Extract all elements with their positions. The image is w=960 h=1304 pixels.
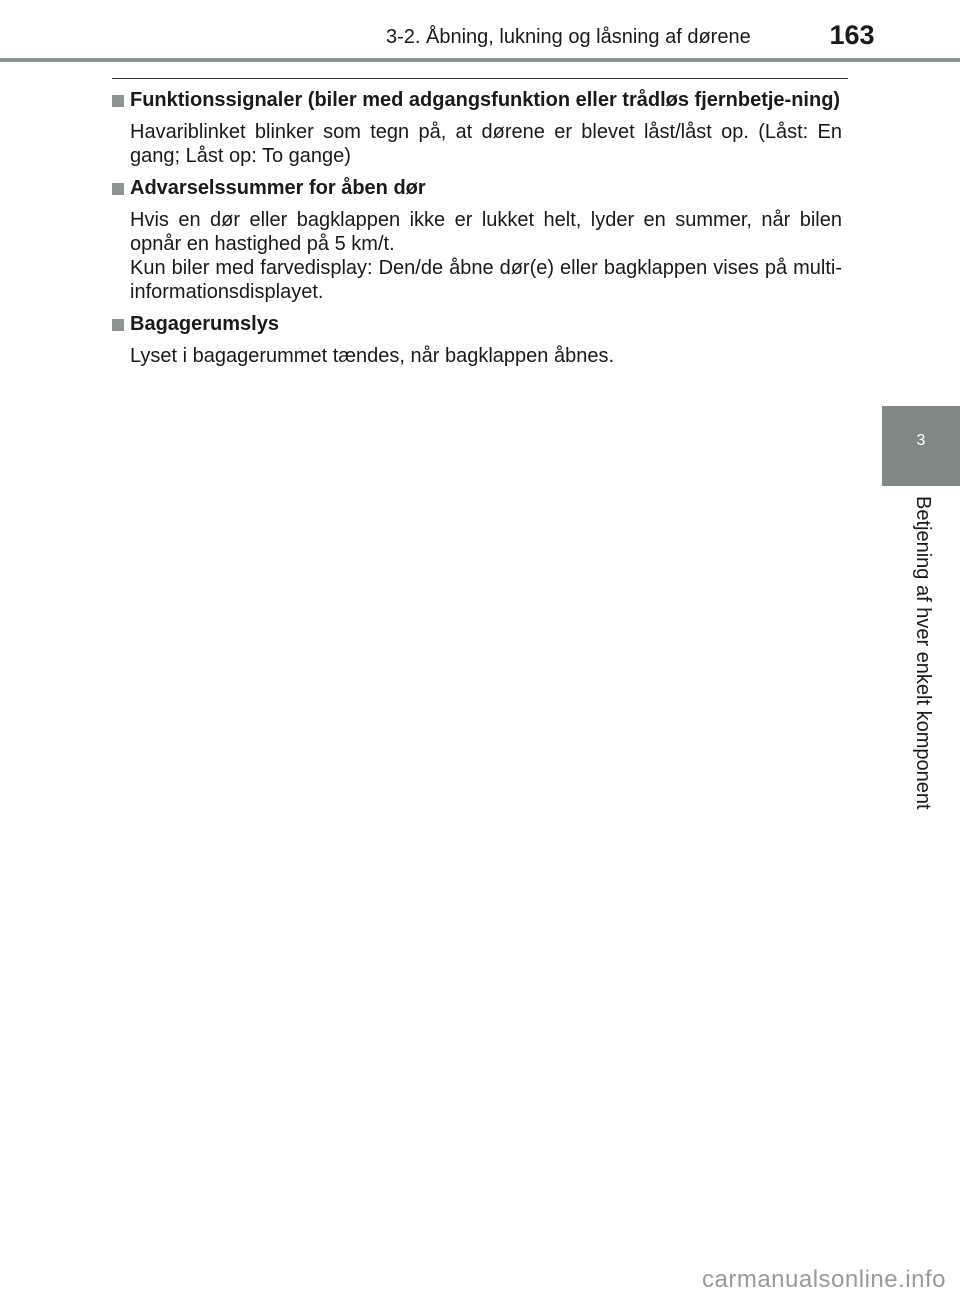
chapter-number: 3	[916, 432, 926, 449]
section-heading	[112, 88, 842, 113]
square-bullet-icon	[112, 319, 124, 331]
chapter-tab	[882, 406, 960, 486]
running-header-title: 3-2. Åbning, lukning og låsning af dørene	[386, 26, 751, 48]
section-body	[130, 208, 842, 304]
paragraph: Kun biler med farvedisplay: Den/de åbne dør(e) eller bagklappen vises på multi-informationsdisplayet.	[130, 257, 842, 303]
main-content	[112, 88, 842, 376]
square-bullet-icon	[112, 183, 124, 195]
section-title: Advarselssummer for åben dør	[130, 177, 426, 199]
section-heading	[112, 176, 842, 201]
content-top-rule	[112, 78, 848, 79]
header-rule	[0, 58, 960, 62]
section-body	[130, 120, 842, 168]
section-title: Funktionssignaler (biler med adgangsfunktion eller trådløs fjernbetje-ning)	[130, 89, 841, 111]
paragraph: Hvis en dør eller bagklappen ikke er lukket helt, lyder en summer, når bilen opnår en hastighed på 5 km/t.	[130, 209, 842, 255]
section-heading	[112, 312, 842, 337]
section-open-door-buzzer	[112, 176, 842, 304]
paragraph: Havariblinket blinker som tegn på, at dørene er blevet låst/låst op. (Låst: En gang; Låst op: To gange)	[130, 121, 842, 167]
section-title: Bagagerumslys	[130, 313, 279, 335]
section-function-signals	[112, 88, 842, 168]
chapter-label: Betjening af hver enkelt komponent	[912, 496, 934, 810]
square-bullet-icon	[112, 95, 124, 107]
page-number: 163	[829, 20, 875, 50]
section-luggage-light	[112, 312, 842, 368]
paragraph: Lyset i bagagerummet tændes, når bagklappen åbnes.	[130, 345, 615, 367]
watermark: carmanualsonline.info	[702, 1266, 946, 1293]
section-body	[130, 344, 842, 368]
